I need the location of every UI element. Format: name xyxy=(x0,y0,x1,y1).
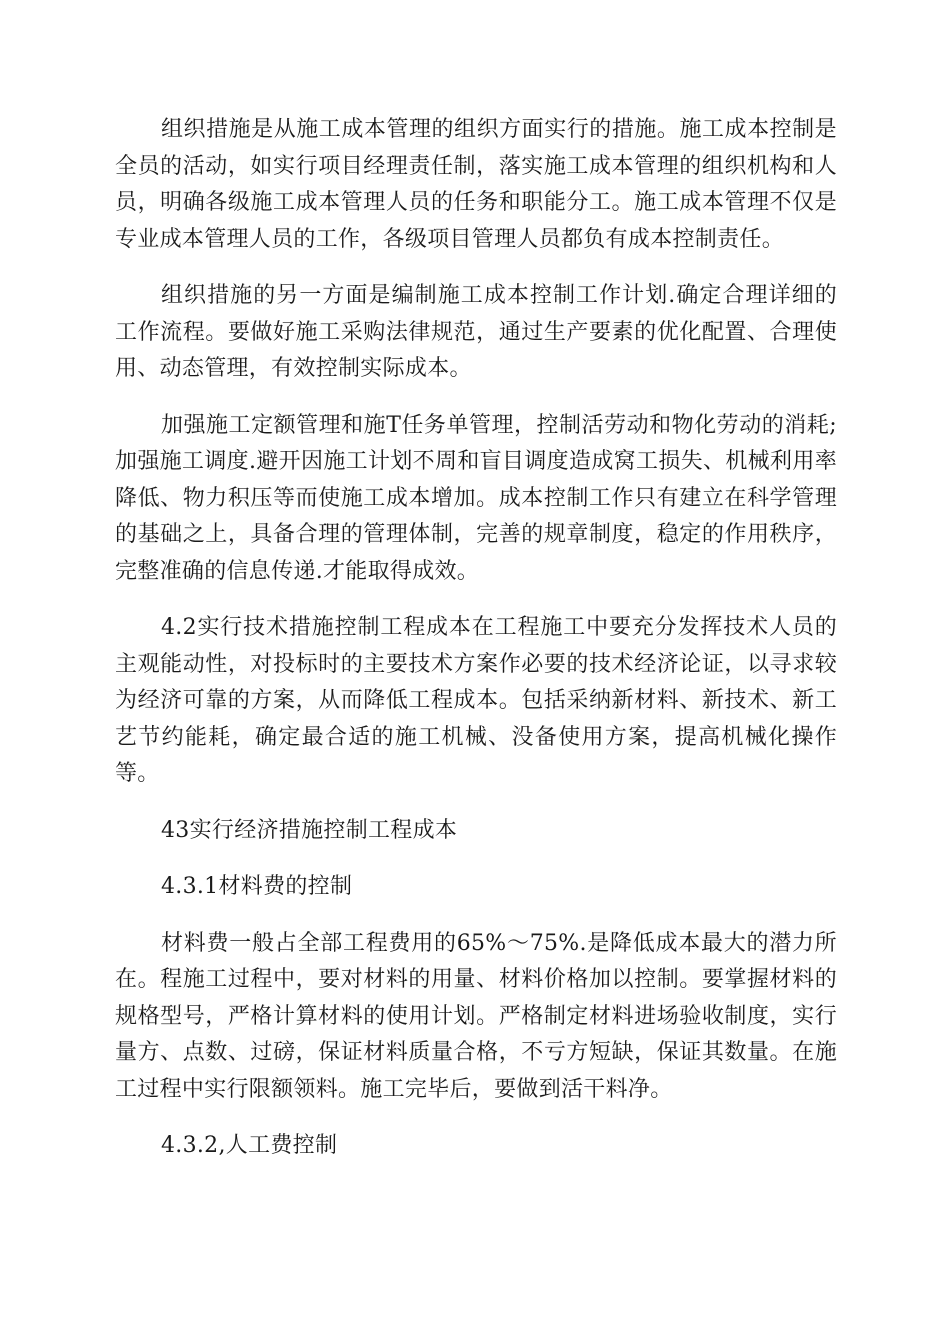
paragraph-cost-control-plan: 组织措施的另一方面是编制施工成本控制工作计划.确定合理详细的工作流程。要做好施工采购法律规范，通过生产要素的优化配置、合理使用、动态管理，有效控制实际成本。 xyxy=(115,283,837,381)
paragraph-quota-management: 加强施工定额管理和施T任务单管理，控制活劳动和物化劳动的消耗;加强施工调度.避开因施工计划不周和盲目调度造成窝工损失、机械利用率降低、物力积压等而使施工成本增加。成本控制工作只有建立在科学管理的基础之上，具备合理的管理体制，完善的规章制度，稳定的作用秩序，完整准确的信息传递.才能取得成效。 xyxy=(115,412,837,584)
section-heading-labor-cost: 4.3.2,人工费控制 xyxy=(161,1133,338,1158)
section-heading-material-cost: 4.3.1材料费的控制 xyxy=(161,874,353,899)
paragraph-organizational-measures: 组织措施是从施工成本管理的组织方面实行的措施。施工成本控制是全员的活动，如实行项目经理责任制，落实施工成本管理的组织机构和人员，明确各级施工成本管理人员的任务和职能分工。施工成本管理不仅是专业成本管理人员的工作，各级项目管理人员都负有成本控制责任。 xyxy=(115,117,837,252)
document-body xyxy=(115,112,837,1185)
paragraph-technical-measures: 4.2实行技术措施控制工程成本在工程施工中要充分发挥技术人员的主观能动性，对投标时的主要技术方案作必要的技术经济论证，以寻求较为经济可靠的方案，从而降低工程成本。包括采纳新材料、新技术、新工艺节约能耗，确定最合适的施工机械、没备使用方案，提高机械化操作等。 xyxy=(115,615,837,786)
section-heading-economic-measures: 43实行经济措施控制工程成本 xyxy=(161,817,458,843)
paragraph-material-cost: 材料费一般占全部工程费用的65%～75%.是降低成本最大的潜力所在。程施工过程中，要对材料的用量、材料价格加以控制。要掌握材料的规格型号，严格计算材料的使用计划。严格制定材料进场验收制度，实行量方、点数、过磅，保证材料质量合格，不亏方短缺，保证其数量。在施工过程中实行限额领料。施工完毕后，要做到活干料净。 xyxy=(115,930,837,1102)
